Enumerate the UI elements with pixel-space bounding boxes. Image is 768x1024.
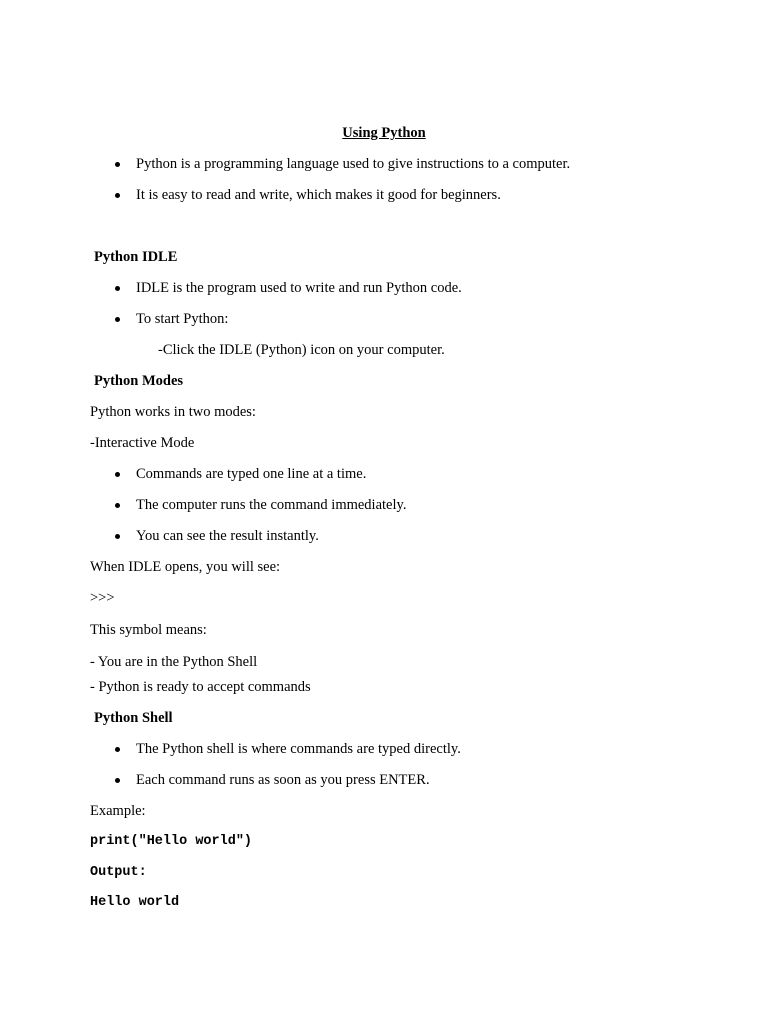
meaning-1: - You are in the Python Shell — [90, 654, 258, 670]
code-example: print("Hello world") — [90, 834, 253, 849]
bullet-icon — [115, 778, 120, 783]
output-value: Hello world — [90, 895, 180, 910]
example-label: Example: — [90, 803, 146, 819]
bullet-icon — [115, 534, 120, 539]
document-title: Using Python — [342, 125, 426, 141]
shell-prompt-symbol: >>> — [90, 590, 115, 606]
idle-bullet-2: To start Python: — [136, 311, 229, 327]
shell-bullet-2: Each command runs as soon as you press ENTER. — [136, 772, 430, 788]
idle-sub-step: -Click the IDLE (Python) icon on your computer. — [158, 342, 445, 358]
idle-bullet-1: IDLE is the program used to write and run Python code. — [136, 280, 462, 296]
bullet-icon — [115, 286, 120, 291]
modes-bullet-3: You can see the result instantly. — [136, 528, 319, 544]
modes-bullet-2: The computer runs the command immediately. — [136, 497, 407, 513]
interactive-mode-label: -Interactive Mode — [90, 435, 195, 451]
idle-opens-text: When IDLE opens, you will see: — [90, 559, 281, 575]
shell-bullet-1: The Python shell is where commands are typed directly. — [136, 741, 461, 757]
modes-intro: Python works in two modes: — [90, 404, 256, 420]
section-heading-modes: Python Modes — [94, 373, 184, 389]
meaning-2: - Python is ready to accept commands — [90, 679, 311, 695]
bullet-icon — [115, 747, 120, 752]
bullet-icon — [115, 162, 120, 167]
modes-bullet-1: Commands are typed one line at a time. — [136, 466, 367, 482]
section-heading-shell: Python Shell — [94, 710, 173, 726]
output-label: Output: — [90, 865, 147, 880]
bullet-icon — [115, 503, 120, 508]
bullet-icon — [115, 317, 120, 322]
intro-bullet-1: Python is a programming language used to give instructions to a computer. — [136, 156, 571, 172]
section-heading-idle: Python IDLE — [94, 249, 178, 265]
bullet-icon — [115, 193, 120, 198]
intro-bullet-2: It is easy to read and write, which makes it good for beginners. — [136, 187, 501, 203]
symbol-means-text: This symbol means: — [90, 622, 207, 638]
bullet-icon — [115, 472, 120, 477]
